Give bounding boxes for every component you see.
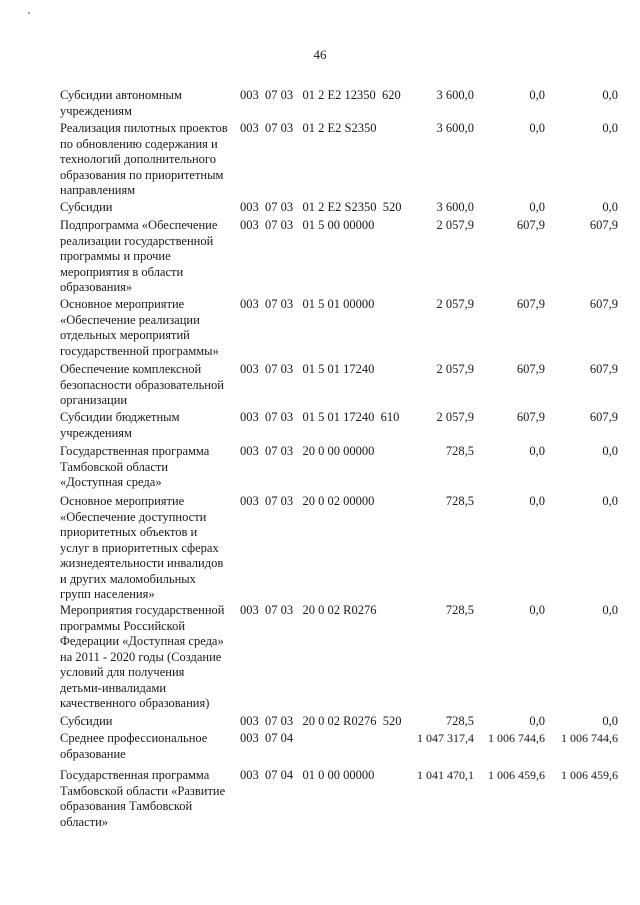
row-value-1: 3 600,0 — [436, 200, 474, 214]
row-name: Обеспечение комплексной безопасности образовательной организации — [60, 362, 224, 407]
row-value-2: 1 006 459,6 — [488, 768, 545, 782]
row-value-1: 728,5 — [445, 714, 474, 728]
row-name: Основное мероприятие «Обеспечение реализации отдельных мероприятий государственной программы» — [60, 297, 219, 358]
row-code: 003 07 03 01 5 01 17240 — [240, 362, 375, 376]
row-value-3: 607,9 — [589, 218, 618, 232]
row-value-2: 1 006 744,6 — [488, 731, 545, 745]
row-code: 003 07 03 20 0 00 00000 — [240, 444, 375, 458]
row-value-3: 0,0 — [602, 494, 618, 508]
row-value-3: 0,0 — [602, 88, 618, 102]
row-value-3: 1 006 744,6 — [561, 731, 618, 745]
page-number: 46 — [313, 47, 327, 62]
row-code: 003 07 03 20 0 02 00000 — [240, 494, 375, 508]
row-value-3: 0,0 — [602, 444, 618, 458]
row-value-2: 607,9 — [516, 410, 545, 424]
row-code: 003 07 04 01 0 00 00000 — [240, 768, 375, 782]
row-value-1: 2 057,9 — [436, 218, 474, 232]
row-value-2: 0,0 — [529, 444, 545, 458]
row-code: 003 07 03 01 5 01 17240 610 — [240, 410, 400, 424]
row-value-2: 0,0 — [529, 121, 545, 135]
row-value-3: 0,0 — [602, 200, 618, 214]
row-name: Государственная программа Тамбовской области «Развитие образования Тамбовской области» — [60, 768, 226, 829]
row-name: Мероприятия государственной программы Российской Федерации «Доступная среда» на 2011 - 2020 годы (Создание условий для получения детьми-инвалидами качественного образования) — [60, 603, 225, 710]
row-value-2: 0,0 — [529, 603, 545, 617]
row-value-3: 0,0 — [602, 714, 618, 728]
row-value-1: 1 041 470,1 — [417, 768, 474, 782]
row-code: 003 07 04 — [240, 731, 294, 745]
row-code: 003 07 03 20 0 02 R0276 — [240, 603, 377, 617]
scan-speck — [28, 12, 30, 14]
row-value-2: 607,9 — [516, 362, 545, 376]
row-value-1: 2 057,9 — [436, 297, 474, 311]
row-name: Реализация пилотных проектов по обновлению содержания и технологий дополнительного образования по приоритетным направлениям — [60, 121, 228, 197]
row-value-3: 0,0 — [602, 121, 618, 135]
row-code: 003 07 03 20 0 02 R0276 520 — [240, 714, 402, 728]
row-code: 003 07 03 01 2 E2 S2350 520 — [240, 200, 402, 214]
row-value-3: 1 006 459,6 — [561, 768, 618, 782]
row-value-2: 607,9 — [516, 218, 545, 232]
row-value-2: 0,0 — [529, 88, 545, 102]
row-name: Подпрограмма «Обеспечение реализации государственной программы и прочие мероприятия в области образования» — [60, 218, 218, 294]
row-code: 003 07 03 01 2 E2 S2350 — [240, 121, 377, 135]
row-value-1: 728,5 — [445, 603, 474, 617]
row-name: Субсидии — [60, 714, 113, 728]
row-value-1: 1 047 317,4 — [417, 731, 474, 745]
row-value-3: 607,9 — [589, 362, 618, 376]
row-value-1: 3 600,0 — [436, 121, 474, 135]
row-name: Субсидии автономным учреждениям — [60, 88, 182, 118]
row-value-1: 2 057,9 — [436, 410, 474, 424]
row-name: Субсидии бюджетным учреждениям — [60, 410, 180, 440]
row-value-2: 607,9 — [516, 297, 545, 311]
row-value-2: 0,0 — [529, 200, 545, 214]
row-name: Государственная программа Тамбовской области «Доступная среда» — [60, 444, 210, 489]
row-value-3: 607,9 — [589, 410, 618, 424]
row-value-3: 0,0 — [602, 603, 618, 617]
row-code: 003 07 03 01 5 01 00000 — [240, 297, 375, 311]
row-name: Среднее профессиональное образование — [60, 731, 208, 761]
row-name: Субсидии — [60, 200, 113, 214]
row-value-3: 607,9 — [589, 297, 618, 311]
row-value-1: 728,5 — [445, 444, 474, 458]
row-value-1: 3 600,0 — [436, 88, 474, 102]
row-value-1: 728,5 — [445, 494, 474, 508]
row-code: 003 07 03 01 5 00 00000 — [240, 218, 375, 232]
row-value-2: 0,0 — [529, 714, 545, 728]
row-value-2: 0,0 — [529, 494, 545, 508]
row-value-1: 2 057,9 — [436, 362, 474, 376]
row-code: 003 07 03 01 2 E2 12350 620 — [240, 88, 401, 102]
row-name: Основное мероприятие «Обеспечение доступности приоритетных объектов и услуг в приоритетных сферах жизнедеятельности инвалидов и других маломобильных групп населения» — [60, 494, 224, 601]
